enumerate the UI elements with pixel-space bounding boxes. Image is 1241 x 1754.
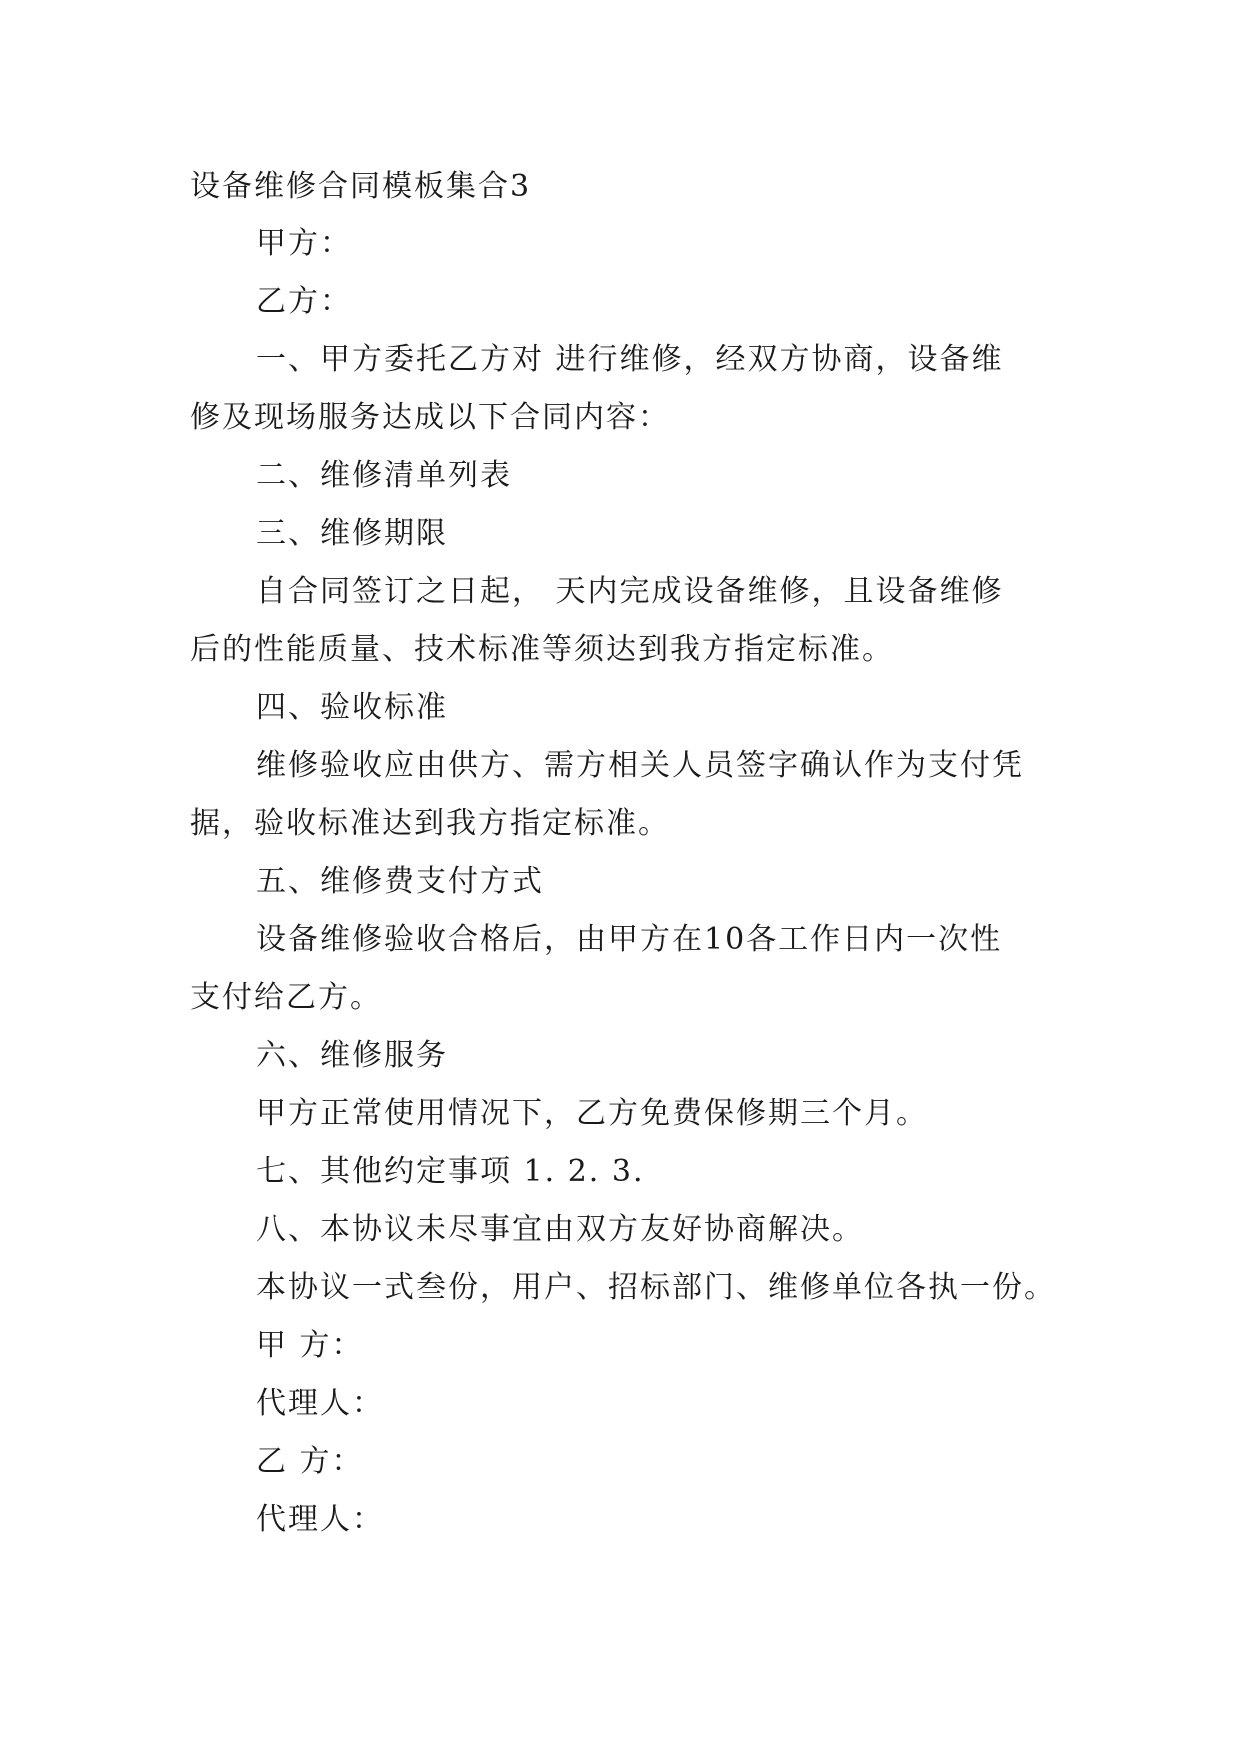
section2-heading: 二、维修清单列表 <box>256 458 512 493</box>
section4-heading: 四、验收标准 <box>256 690 448 725</box>
section8-heading: 八、本协议未尽事宜由双方友好协商解决。 <box>256 1212 864 1247</box>
signature-party-a-agent: 代理人： <box>256 1386 384 1421</box>
section3-heading: 三、维修期限 <box>256 516 448 551</box>
party-a-line: 甲方： <box>256 226 352 261</box>
section7-heading: 七、其他约定事项 1. 2. 3. <box>256 1154 645 1189</box>
signature-party-b-agent: 代理人： <box>256 1502 384 1537</box>
clause1-line1: 一、甲方委托乙方对 进行维修，经双方协商，设备维 <box>256 342 1004 377</box>
section4-text-line2: 据，验收标准达到我方指定标准。 <box>190 806 670 841</box>
section4-text-line1: 维修验收应由供方、需方相关人员签字确认作为支付凭 <box>256 748 1024 783</box>
section3-text-line1: 自合同签订之日起， 天内完成设备维修，且设备维修 <box>256 574 1004 609</box>
copies-text: 本协议一式叁份，用户、招标部门、维修单位各执一份。 <box>256 1270 1056 1305</box>
section3-text-line2: 后的性能质量、技术标准等须达到我方指定标准。 <box>190 632 894 667</box>
section6-heading: 六、维修服务 <box>256 1038 448 1073</box>
section6-text: 甲方正常使用情况下，乙方免费保修期三个月。 <box>256 1096 928 1131</box>
party-b-line: 乙方： <box>256 284 352 319</box>
section5-text-line1: 设备维修验收合格后，由甲方在10各工作日内一次性 <box>256 922 1003 957</box>
section5-text-line2: 支付给乙方。 <box>190 980 382 1015</box>
clause1-line2: 修及现场服务达成以下合同内容： <box>190 400 670 435</box>
document-title: 设备维修合同模板集合3 <box>190 169 532 204</box>
signature-party-b: 乙 方： <box>256 1444 364 1479</box>
section5-heading: 五、维修费支付方式 <box>256 864 544 899</box>
signature-party-a: 甲 方： <box>256 1328 364 1363</box>
